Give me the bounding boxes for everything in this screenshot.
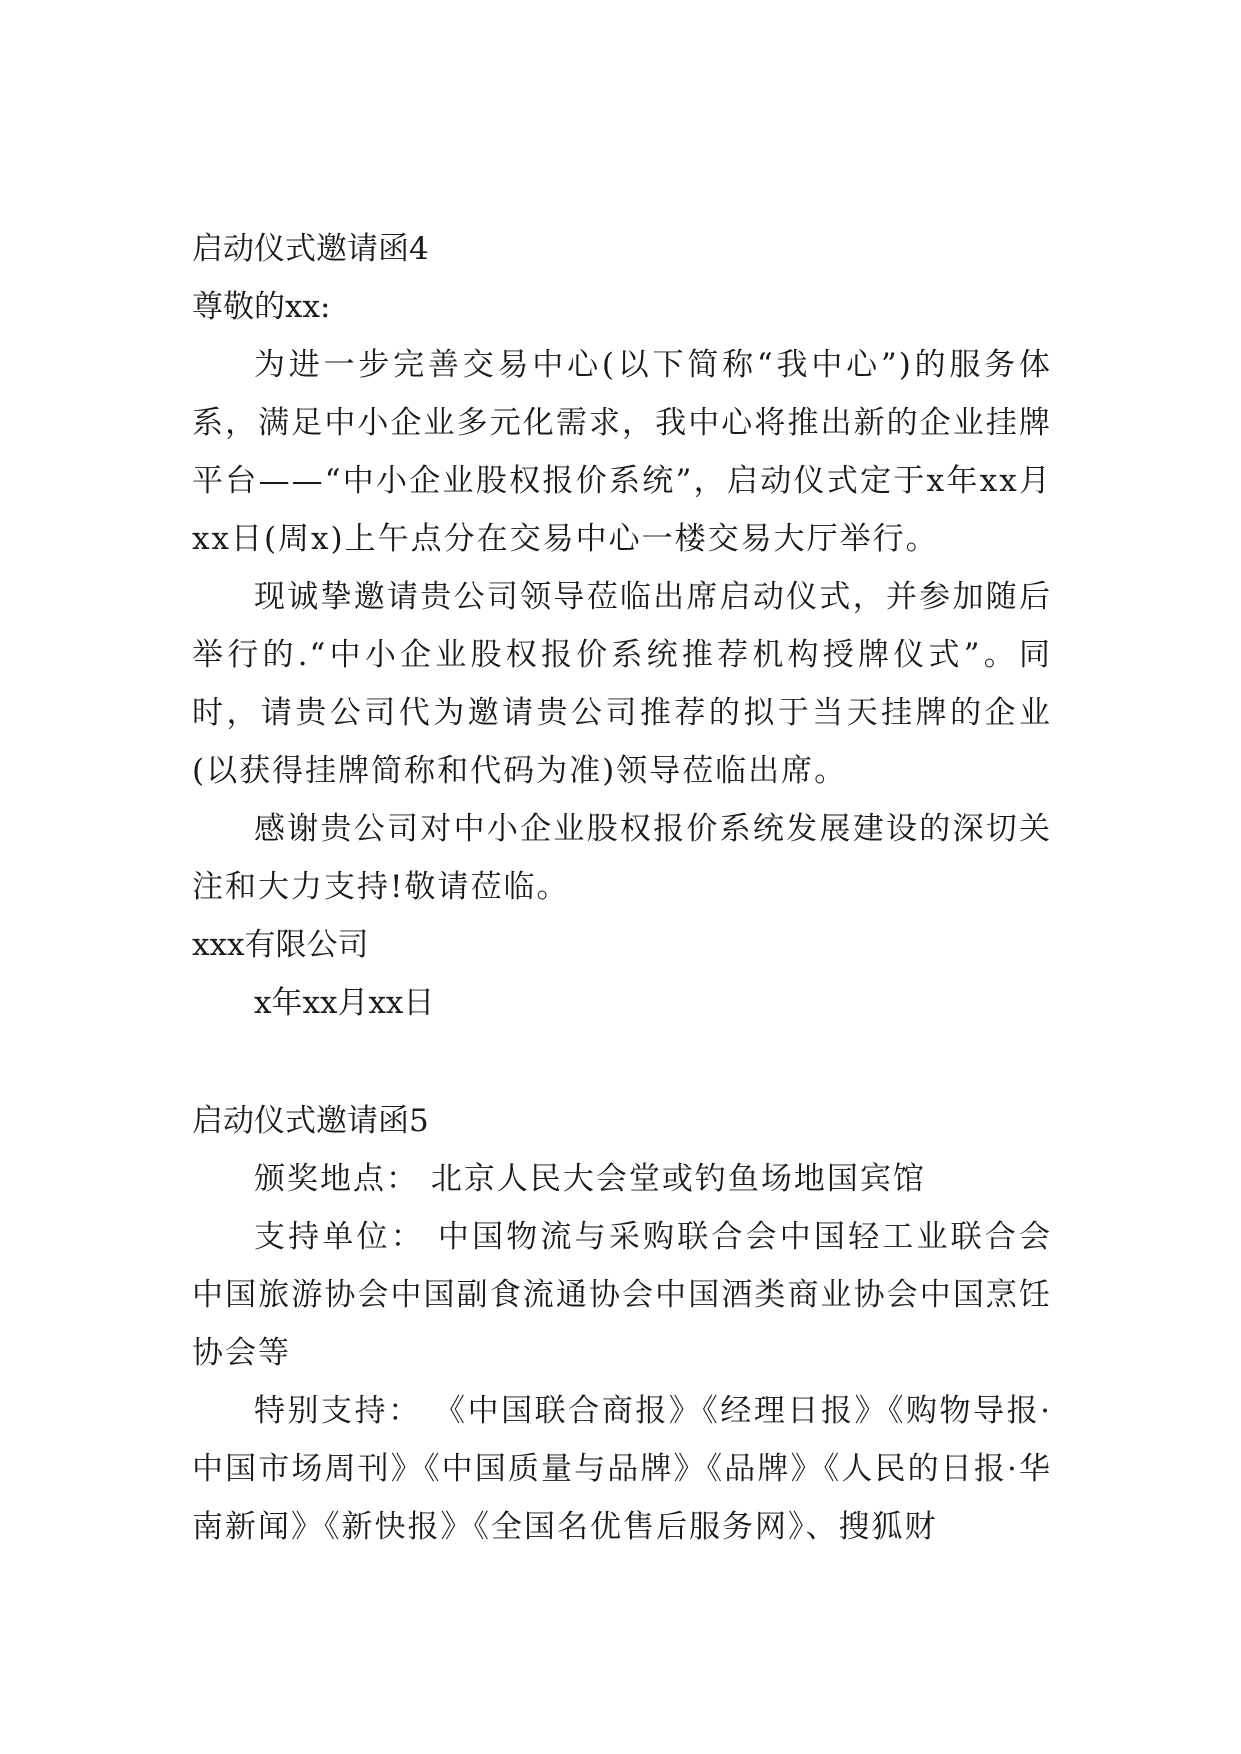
signature-date: x年xx月xx日 — [254, 985, 435, 1021]
signature-company: xxx有限公司 — [192, 927, 369, 963]
section4-title: 启动仪式邀请函4 — [192, 231, 429, 267]
special-support-paragraph: 特别支持： 《中国联合商报》《经理日报》《购物导报·中国市场周刊》《中国质量与品牌》《品牌》《人民的日报·华南新闻》《新快报》《全国名优售后服务网》、搜狐财 — [192, 1393, 1052, 1545]
section4-paragraph-3: 感谢贵公司对中小企业股权报价系统发展建设的深切关注和大力支持!敬请莅临。 — [192, 811, 1052, 905]
section4-paragraph-1: 为进一步完善交易中心(以下简称“我中心”)的服务体系，满足中小企业多元化需求，我中心将推出新的企业挂牌平台——“中小企业股权报价系统”，启动仪式定于x年xx月xx日(周x)上午点分在交易中心一楼交易大厅举行。 — [192, 347, 1052, 557]
supporting-units-paragraph: 支持单位： 中国物流与采购联合会中国轻工业联合会中国旅游协会中国副食流通协会中国酒类商业协会中国烹饪协会等 — [192, 1219, 1052, 1371]
award-venue-paragraph: 颁奖地点： 北京人民大会堂或钓鱼场地国宾馆 — [254, 1161, 926, 1197]
section5-title: 启动仪式邀请函5 — [192, 1103, 429, 1139]
section4-paragraph-2: 现诚挚邀请贵公司领导莅临出席启动仪式，并参加随后举行的.“中小企业股权报价系统推荐机构授牌仪式”。同时，请贵公司代为邀请贵公司推荐的拟于当天挂牌的企业(以获得挂牌简称和代码为准)领导莅临出席。 — [192, 579, 1052, 789]
section4-salutation: 尊敬的xx: — [192, 289, 331, 325]
section-divider-space — [192, 1032, 1052, 1092]
document-page — [192, 220, 1052, 1556]
